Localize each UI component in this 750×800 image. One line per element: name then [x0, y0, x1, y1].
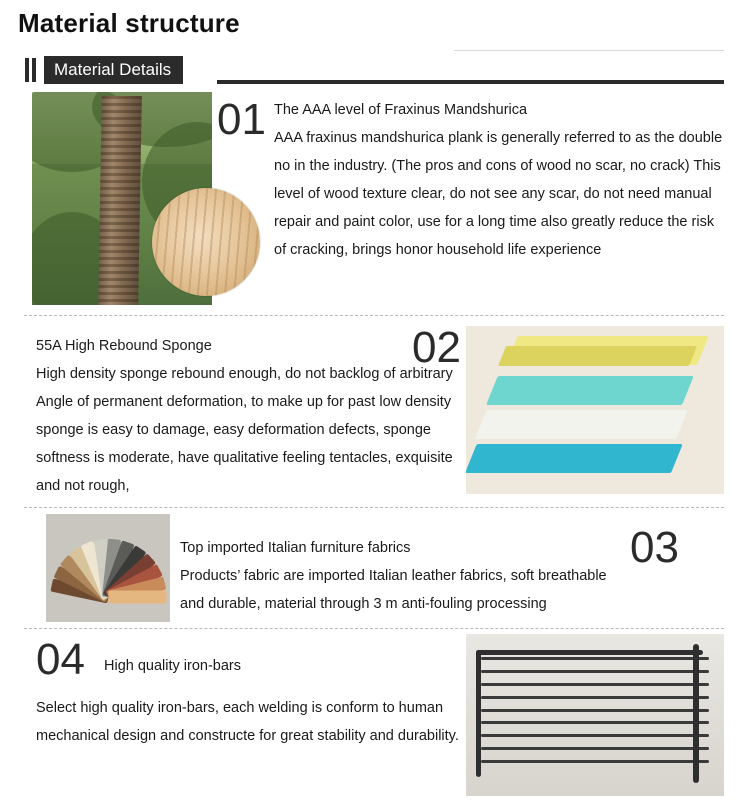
block-text-01: [274, 96, 724, 264]
block-heading-02: 55A High Rebound Sponge: [36, 338, 212, 354]
foam-sponge-sheets-photo: [466, 326, 724, 494]
block-heading-04: High quality iron-bars: [104, 658, 242, 674]
block-body-04: Select high quality iron-bars, each welding is conform to human mechanical design and constructe for great stability and durability.: [36, 700, 459, 744]
section-header-label: Material Details: [44, 56, 183, 84]
material-block-04: [0, 634, 750, 800]
header-rule: [217, 80, 724, 84]
iron-bar-frame-photo: [466, 634, 724, 796]
leather-fabric-swatches-photo: [46, 514, 170, 622]
header-thin-rule: [454, 50, 724, 51]
material-block-02: [0, 323, 750, 506]
divider-1: [24, 315, 724, 316]
block-body-02: High density sponge rebound enough, do not backlog of arbitrary Angle of permanent deformation, to make up for past low density sponge is easy to damage, easy deformation defects, sponge softness is moderate, have qualitative feeling tentacles, exquisite and not rough,: [36, 366, 453, 494]
block-number-02: 02: [412, 323, 461, 372]
block-number-04: 04: [36, 635, 85, 684]
material-block-01: [0, 92, 750, 310]
section-header: [24, 56, 724, 84]
block-text-02: [36, 332, 456, 500]
block-heading-04-wrap: [104, 652, 464, 680]
block-body-03: Products’ fabric are imported Italian leather fabrics, soft breathable and durable, material through 3 m anti-fouling processing: [180, 568, 607, 612]
page-title: Material structure: [18, 8, 240, 38]
block-heading-03: Top imported Italian furniture fabrics: [180, 540, 411, 556]
block-number-03: 03: [630, 523, 679, 572]
divider-3: [24, 628, 724, 629]
block-body-04-wrap: [36, 694, 466, 750]
divider-2: [24, 507, 724, 508]
block-body-01: AAA fraxinus mandshurica plank is generally referred to as the double no in the industry. (The pros and cons of wood no scar, no crack) This level of wood texture clear, do not see any scar, do not need manual repair and paint color, use for a long time also greatly reduce the risk of cracking, brings honor household life experience: [274, 130, 723, 258]
block-heading-01: The AAA level of Fraxinus Mandshurica: [274, 102, 528, 118]
wood-grain-circle-photo: [152, 188, 260, 296]
material-block-03: [0, 514, 750, 624]
double-tick-icon: [24, 58, 40, 82]
block-text-03: [180, 534, 620, 618]
block-number-01: 01: [217, 95, 266, 144]
